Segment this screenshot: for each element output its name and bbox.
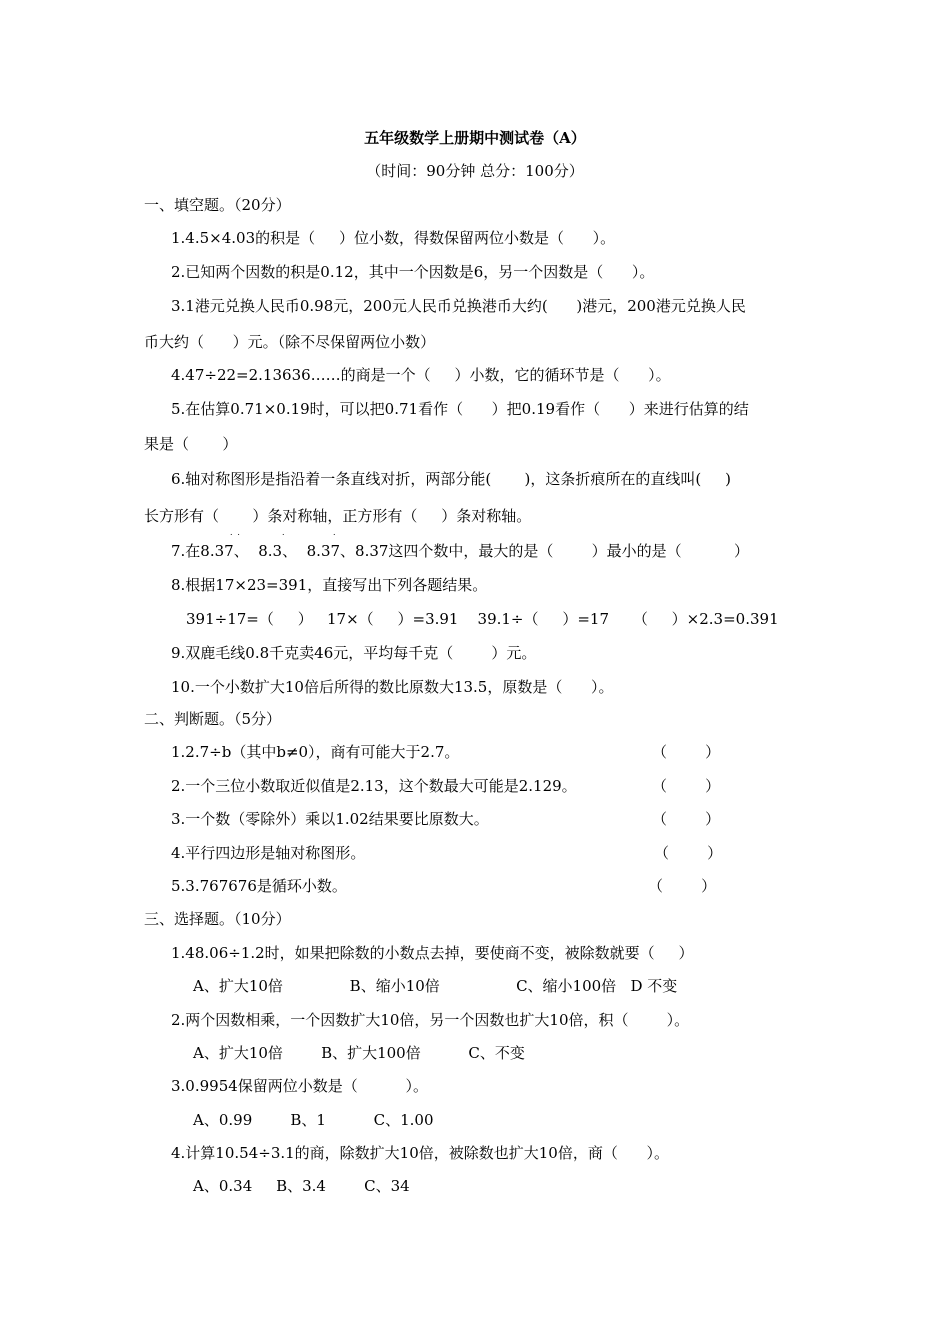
s2-item: 1.2.7÷b（其中b≠0），商有可能大于2.7。	[171, 743, 460, 761]
repeating-dot: ˙	[281, 534, 286, 544]
s2-item: 3.一个数（零除外）乘以1.02结果要比原数大。	[171, 810, 489, 828]
s3-q1-options: A、扩大10倍 B、缩小10倍 C、缩小100倍 D 不变	[193, 977, 678, 995]
s2-answer-blank: （ ）	[648, 877, 717, 895]
s2-answer-blank: （ ）	[654, 844, 723, 862]
s3-q1: 1.48.06÷1.2时，如果把除数的小数点去掉，要使商不变，被除数就要（ ）	[171, 944, 694, 962]
section-3-heading: 三、选择题。（10分）	[144, 910, 291, 928]
s1-q2: 2.已知两个因数的积是0.12，其中一个因数是6，另一个因数是（ ）。	[171, 263, 655, 281]
s3-q2-options: A、扩大10倍 B、扩大100倍 C、不变	[193, 1044, 525, 1062]
s1-q3-line1: 3.1港元兑换人民币0.98元，200元人民币兑换港币大约( )港元，200港元兑换人民	[171, 297, 746, 315]
repeating-dot: ˙ ˙	[229, 534, 241, 544]
s2-item: 2.一个三位小数取近似值是2.13，这个数最大可能是2.129。	[171, 777, 577, 795]
s3-q3-options: A、0.99 B、1 C、1.00	[193, 1111, 434, 1129]
section-1-heading: 一、填空题。（20分）	[144, 196, 291, 214]
s1-q3-line2: 币大约（ ）元。（除不尽保留两位小数）	[144, 333, 436, 351]
s2-item: 4.平行四边形是轴对称图形。	[171, 844, 366, 862]
s3-q2: 2.两个因数相乘，一个因数扩大10倍，另一个因数也扩大10倍，积（ ）。	[171, 1011, 690, 1029]
s1-q1: 1.4.5×4.03的积是（ ）位小数，得数保留两位小数是（ ）。	[171, 229, 616, 247]
s1-q7: 7.在8.37、 8.3、 8.37、8.37这四个数中，最大的是（ ）最小的是（ ）	[171, 542, 750, 560]
s1-q9: 9.双鹿毛线0.8千克卖46元，平均每千克（ ）元。	[171, 644, 537, 662]
s1-q4: 4.47÷22=2.13636……的商是一个（ ）小数，它的循环节是（ ）。	[171, 366, 671, 384]
s1-q6-line1: 6.轴对称图形是指沿着一条直线对折，两部分能( )，这条折痕所在的直线叫( )	[171, 470, 731, 488]
repeating-dot: ˙	[332, 534, 337, 544]
exam-subtitle: （时间：90分钟 总分：100分）	[366, 162, 584, 180]
s3-q4-options: A、0.34 B、3.4 C、34	[193, 1177, 410, 1195]
s2-item: 5.3.767676是循环小数。	[171, 877, 347, 895]
exam-title: 五年级数学上册期中测试卷（A）	[364, 129, 586, 147]
s1-q6-line2: 长方形有（ ）条对称轴，正方形有（ ）条对称轴。	[144, 507, 532, 525]
s2-answer-blank: （ ）	[652, 743, 721, 761]
section-2-heading: 二、判断题。（5分）	[144, 710, 282, 728]
s1-q5-line1: 5.在估算0.71×0.19时，可以把0.71看作（ ）把0.19看作（ ）来进行估算的结	[171, 400, 749, 418]
s2-answer-blank: （ ）	[652, 810, 721, 828]
s1-q8: 8.根据17×23=391，直接写出下列各题结果。	[171, 576, 488, 594]
s1-q8-items: 391÷17=（ ） 17×（ ）=3.91 39.1÷（ ）=17 （ ）×2.3=0.391	[186, 610, 779, 628]
s2-answer-blank: （ ）	[652, 777, 721, 795]
s3-q4: 4.计算10.54÷3.1的商，除数扩大10倍，被除数也扩大10倍，商（ ）。	[171, 1144, 669, 1162]
s1-q5-line2: 果是（ ）	[144, 435, 238, 453]
s3-q3: 3.0.9954保留两位小数是（ ）。	[171, 1077, 428, 1095]
s1-q10: 10.一个小数扩大10倍后所得的数比原数大13.5，原数是（ ）。	[171, 678, 614, 696]
